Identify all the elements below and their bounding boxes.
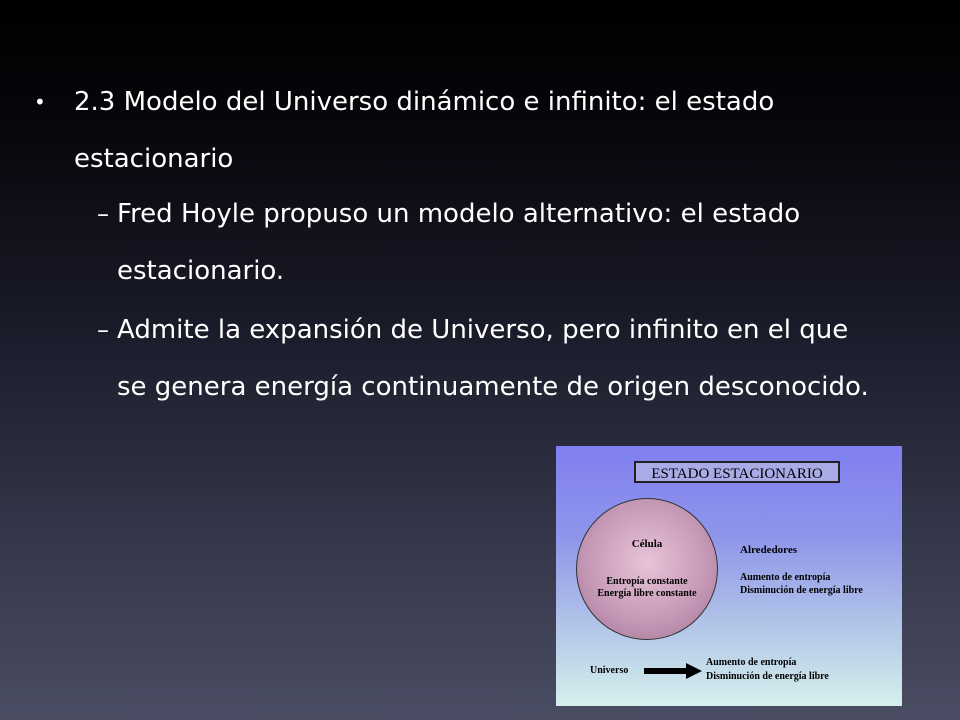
cell-free-energy: Energía libre constante: [597, 588, 697, 599]
steady-state-diagram: [556, 446, 902, 706]
universe-entropy: Aumento de entropía: [706, 657, 797, 668]
surroundings-entropy: Aumento de entropía: [740, 572, 831, 583]
dash-marker-2: –: [97, 316, 109, 344]
arrow-right-icon: [644, 662, 702, 680]
surroundings-title: Alrededores: [740, 544, 798, 556]
diagram-title: ESTADO ESTACIONARIO: [634, 461, 840, 483]
main-bullet: 2.3 Modelo del Universo dinámico e infinito: el estado estacionario: [74, 87, 775, 174]
universe-label: Universo: [590, 665, 629, 676]
cell-circle: [576, 498, 718, 640]
bullet-marker: •: [34, 90, 46, 114]
universe-free-energy: Disminución de energía libre: [706, 671, 829, 682]
cell-name: Célula: [631, 538, 663, 550]
cell-entropy: Entropía constante: [606, 576, 688, 587]
subpoint-1: Fred Hoyle propuso un modelo alternativo: el estado estacionario.: [117, 199, 801, 286]
subpoint-2: Admite la expansión de Universo, pero infinito en el que se genera energía continuamente de origen desconocido.: [117, 315, 869, 402]
dash-marker-1: –: [97, 200, 109, 228]
surroundings-free-energy: Disminución de energía libre: [740, 585, 863, 596]
